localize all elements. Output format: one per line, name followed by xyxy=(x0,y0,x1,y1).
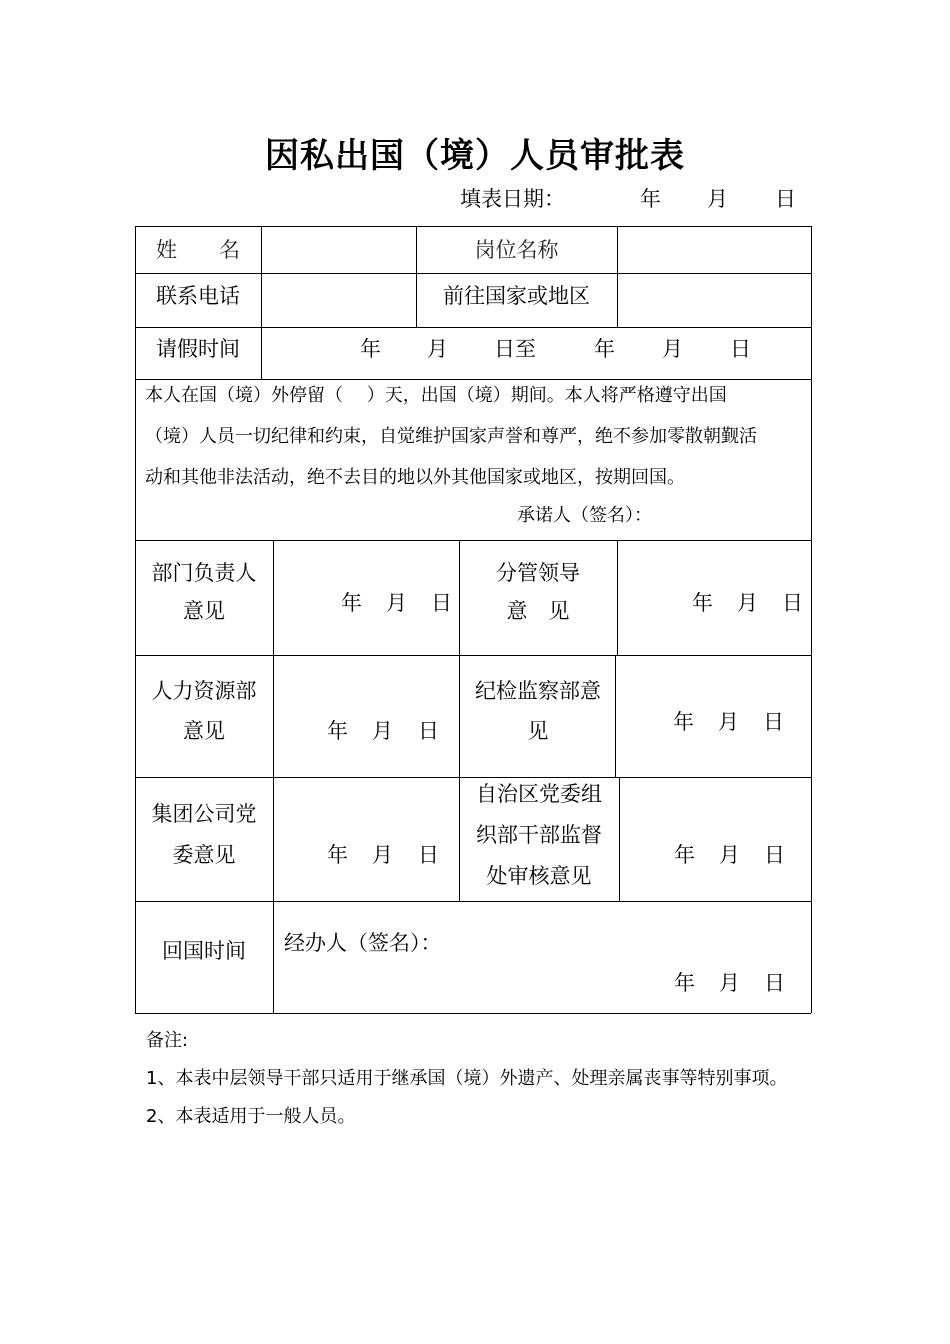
phone-label: 联系电话 xyxy=(156,284,240,308)
col-divider xyxy=(619,777,620,901)
party-label: 委意见 xyxy=(172,843,236,867)
leave-end-year: 年 xyxy=(594,337,615,361)
region-label: 处审核意见 xyxy=(486,864,592,888)
hr-date-year: 年 xyxy=(327,719,348,743)
region-label: 自治区党委组 xyxy=(476,782,602,806)
leader-label: 分管领导 xyxy=(496,561,580,585)
row-divider xyxy=(135,273,811,274)
pledge-text xyxy=(145,375,805,498)
fill-date-day: 日 xyxy=(775,187,796,211)
discipline-label: 见 xyxy=(527,719,549,743)
discipline-date-year: 年 xyxy=(673,710,694,734)
col-divider xyxy=(273,540,274,1013)
party-date-year: 年 xyxy=(327,843,348,867)
handler-signature-label: 经办人（签名）： xyxy=(284,931,442,955)
phone-field[interactable] xyxy=(263,275,415,326)
dept-head-date-day: 日 xyxy=(431,591,452,615)
table-border-bottom xyxy=(135,1013,811,1014)
hr-label: 意见 xyxy=(183,719,225,743)
leave-time-label: 请假时间 xyxy=(156,337,240,361)
row-divider xyxy=(135,655,811,656)
notes-heading: 备注: xyxy=(146,1030,189,1051)
name-field[interactable] xyxy=(263,228,415,272)
row-divider xyxy=(135,777,811,778)
table-border-right xyxy=(811,226,812,1013)
return-date-month: 月 xyxy=(719,971,740,995)
leader-date-day: 日 xyxy=(782,591,803,615)
form-title: 因私出国（境）人员审批表 xyxy=(265,136,685,176)
col-divider xyxy=(261,226,262,379)
discipline-date-day: 日 xyxy=(763,710,784,734)
pledge-signature-label: 承诺人（签名）： xyxy=(517,505,652,526)
leader-date-year: 年 xyxy=(692,591,713,615)
hr-date-day: 日 xyxy=(418,719,439,743)
leader-date-month: 月 xyxy=(737,591,758,615)
hr-label: 人力资源部 xyxy=(151,679,257,703)
fill-date-month: 月 xyxy=(707,187,728,211)
name-label: 姓 名 xyxy=(156,238,240,262)
col-divider xyxy=(617,226,618,327)
return-time-label: 回国时间 xyxy=(162,939,246,963)
region-label: 织部干部监督 xyxy=(476,823,602,847)
note-item: 1、本表中层领导干部只适用于继承国（境）外遗产、处理亲属丧事等特别事项。 xyxy=(146,1068,788,1089)
dept-head-label: 意见 xyxy=(183,599,225,623)
leave-end-day: 日 xyxy=(730,337,751,361)
pledge-line: 动和其他非法活动，绝不去目的地以外其他国家或地区，按期回国。 xyxy=(145,467,685,488)
dept-head-date-year: 年 xyxy=(341,591,362,615)
pledge-line: （境）人员一切纪律和约束，自觉维护国家声誉和尊严，绝不参加零散朝觐活 xyxy=(145,426,757,447)
hr-date-month: 月 xyxy=(372,719,393,743)
position-field[interactable] xyxy=(619,228,809,272)
destination-field[interactable] xyxy=(619,275,809,326)
col-divider xyxy=(617,540,618,655)
pledge-line: 本人在国（境）外停留（ ）天，出国（境）期间。本人将严格遵守出国 xyxy=(145,385,727,406)
col-divider xyxy=(615,655,616,777)
row-divider xyxy=(135,327,811,328)
destination-label: 前往国家或地区 xyxy=(443,284,590,308)
leave-start-month: 月 xyxy=(427,337,448,361)
notes-section xyxy=(146,1022,787,1136)
return-date-year: 年 xyxy=(674,971,695,995)
region-date-month: 月 xyxy=(719,843,740,867)
leave-start-day-to: 日至 xyxy=(494,337,536,361)
row-divider xyxy=(135,901,811,902)
return-date-day: 日 xyxy=(764,971,785,995)
region-date-day: 日 xyxy=(764,843,785,867)
leave-start-year: 年 xyxy=(360,337,381,361)
fill-date-year: 年 xyxy=(640,187,661,211)
position-label: 岗位名称 xyxy=(474,238,559,262)
leave-end-month: 月 xyxy=(662,337,683,361)
note-item: 2、本表适用于一般人员。 xyxy=(146,1106,356,1127)
discipline-label: 纪检监察部意 xyxy=(475,679,601,703)
table-border-top xyxy=(135,226,811,227)
dept-head-date-month: 月 xyxy=(386,591,407,615)
discipline-date-month: 月 xyxy=(718,710,739,734)
party-date-day: 日 xyxy=(418,843,439,867)
dept-head-label: 部门负责人 xyxy=(151,561,257,585)
party-date-month: 月 xyxy=(372,843,393,867)
party-label: 集团公司党 xyxy=(151,802,257,826)
region-date-year: 年 xyxy=(674,843,695,867)
row-divider xyxy=(135,540,811,541)
fill-date-label: 填表日期： xyxy=(460,187,565,211)
leader-label: 意 见 xyxy=(506,599,570,623)
